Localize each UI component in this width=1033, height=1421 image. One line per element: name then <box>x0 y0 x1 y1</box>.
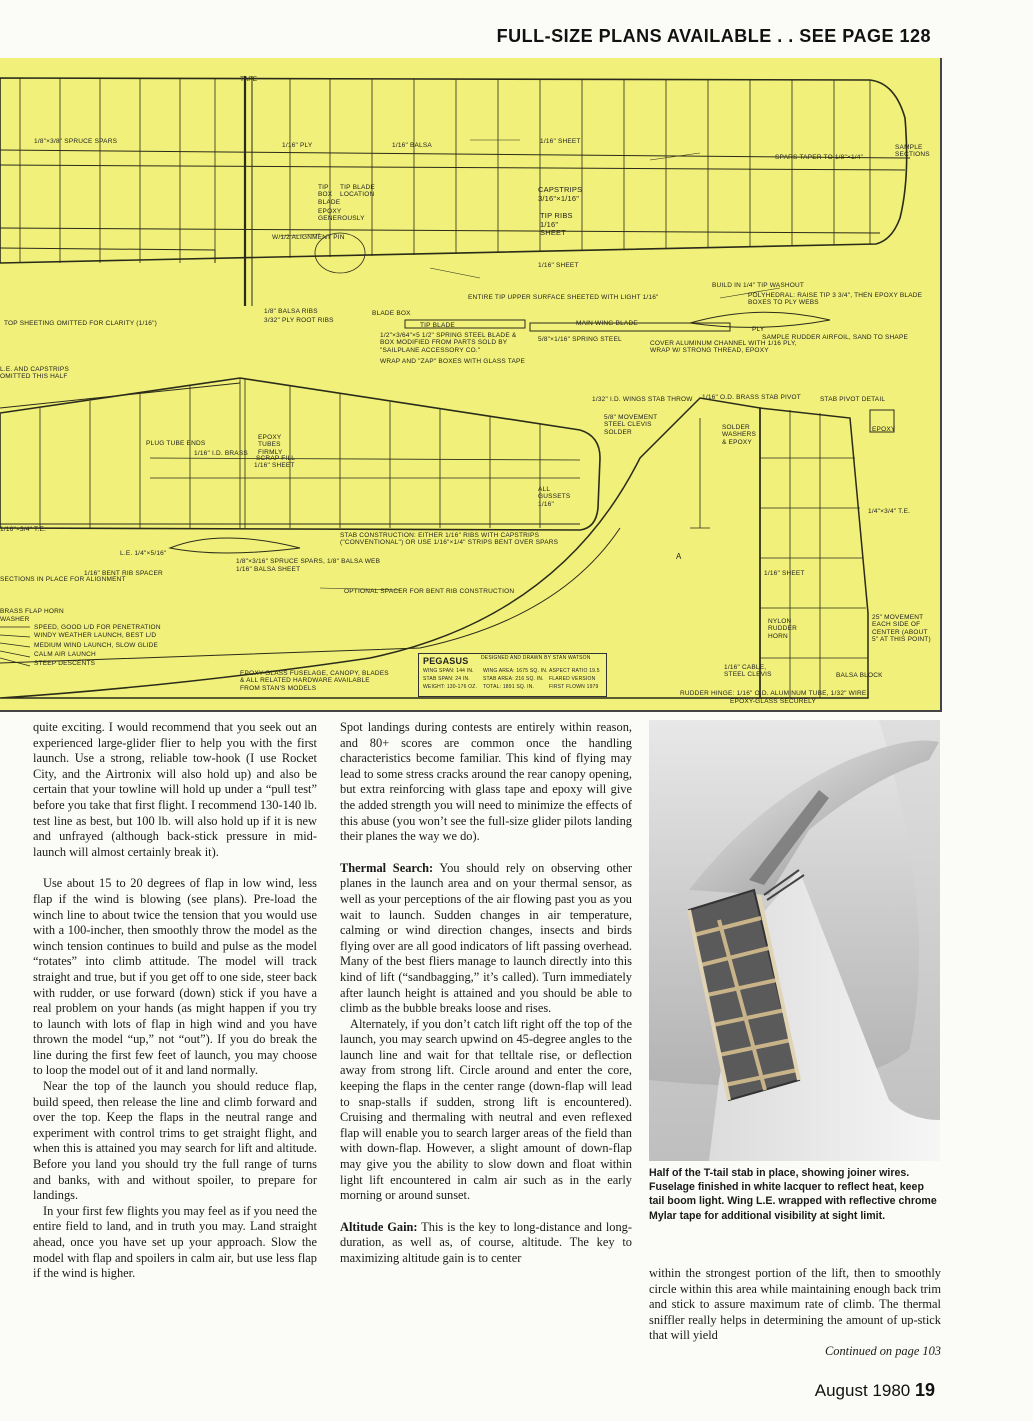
label-brass-flap-horn: BRASS FLAP HORN <box>0 608 64 615</box>
label-all-gussets: ALL GUSSETS 1/16" <box>538 486 571 508</box>
label-cover-aluminum: COVER ALUMINUM CHANNEL WITH 1/16 PLY, WRAP W/ STRONG THREAD, EPOXY <box>650 340 797 355</box>
label-balsa-sheet: 1/16" BALSA SHEET <box>236 566 301 573</box>
title-block-flared: FLARED VERSION <box>549 676 596 682</box>
label-spruce-spars-2: 1/8"×3/16" SPRUCE SPARS, 1/8" BALSA WEB <box>236 558 381 565</box>
col2-paragraph-4-text: This is the key to long-distance and long-duration, as well as, of course, altitude. The key to maximizing altitude gain is to center <box>340 1219 632 1265</box>
article-column-2 <box>340 720 632 1267</box>
label-epoxy-glass-securely: EPOXY-GLASS SECURELY <box>730 698 817 705</box>
label-flap-medium: MEDIUM WIND LAUNCH, SLOW GLIDE <box>34 642 159 649</box>
label-le-capstrips: L.E. AND CAPSTRIPS OMITTED THIS HALF <box>0 366 69 381</box>
label-alignment-pin: W/1/2 ALIGNMENT PIN <box>272 234 345 241</box>
label-sheet-fin: 1/16" SHEET <box>764 570 805 577</box>
label-ply: 1/16" PLY <box>282 142 313 149</box>
label-wings-stab: 1/32" I.D. WINGS STAB THROW <box>592 396 693 403</box>
label-le: L.E. 1/4"×5/16" <box>120 550 167 557</box>
label-sample-sections: SAMPLE SECTIONS <box>895 144 930 159</box>
label-tip-ribs: TIP RIBS 1/16" SHEET <box>540 211 573 238</box>
label-wrap-zap: WRAP AND "ZAP" BOXES WITH GLASS TAPE <box>380 358 526 365</box>
title-block-wing-area: WING AREA: 1675 SQ. IN. <box>483 668 548 674</box>
title-block-weight: WEIGHT: 130-176 OZ. <box>423 684 478 690</box>
label-spruce-spars: 1/8"×3/8" SPRUCE SPARS <box>34 138 118 145</box>
label-optional-spacer: OPTIONAL SPACER FOR BENT RIB CONSTRUCTION <box>344 588 515 595</box>
label-flap-speed: SPEED, GOOD L/D FOR PENETRATION <box>34 624 161 631</box>
plans-available-header: FULL-SIZE PLANS AVAILABLE . . SEE PAGE 128 <box>496 26 931 46</box>
label-scrap-fill: SCRAP FILL <box>256 455 296 462</box>
col2-paragraph-2 <box>340 861 632 1017</box>
label-nylon-horn: NYLON RUDDER HORN <box>768 618 798 640</box>
label-cable: 1/16" CABLE, STEEL CLEVIS <box>724 664 772 679</box>
label-epoxy: EPOXY <box>872 426 896 433</box>
label-te-14: 1/4"×3/4" T.E. <box>868 508 911 515</box>
label-sheet-a: 1/16" SHEET <box>540 138 581 145</box>
label-blade-box: BLADE BOX <box>372 310 411 317</box>
label-spring-steel: 1/2"×3/64"×5 1/2" SPRING STEEL BLADE & BOX MODIFIED FROM PARTS SOLD BY "SAILPLANE ACCESSORY CO." <box>380 332 517 354</box>
title-block-first-flown: FIRST FLOWN 1979 <box>549 684 599 690</box>
label-washer: WASHER <box>0 616 30 623</box>
label-entire-tip: ENTIRE TIP UPPER SURFACE SHEETED WITH LIGHT 1/16" <box>468 294 659 301</box>
label-ply-small: PLY <box>752 326 765 333</box>
article-column-3 <box>649 1266 941 1360</box>
label-sheet-b: 1/16" SHEET <box>538 262 579 269</box>
col1-paragraph-1: quite exciting. I would recommend that you seek out an experienced large-glider flier to help you with the first launch. Use a strong, reliable tow-hook (I use Rocket City, and the Airtronix will also hold up) and also be certain that your towline will hold up under a “pull test” before you take that first flight. I recommend 130-140 lb. test line as best, but 100 lb. will also hold up if it is new and unfrayed (although back-stick pressure in mid-launch will almost certainly break it). <box>33 720 317 859</box>
title-block-stab-span: STAB SPAN: 24 IN. <box>423 676 470 682</box>
title-block-total: TOTAL: 1891 SQ. IN. <box>483 684 535 690</box>
altitude-gain-heading: Altitude Gain: <box>340 1219 418 1234</box>
label-sample-rudder: SAMPLE RUDDER AIRFOIL, SAND TO SHAPE <box>762 334 909 341</box>
label-brass: 1/16" I.D. BRASS <box>194 450 248 457</box>
page-footer <box>815 1380 935 1401</box>
label-epoxy-glass: EPOXY-GLASS FUSELAGE, CANOPY, BLADES & ALL RELATED HARDWARE AVAILABLE FROM STAN'S MODELS <box>240 670 389 692</box>
label-build-washout: BUILD IN 1/4" TIP WASHOUT <box>712 282 805 289</box>
label-sheet-small: 1/16" SHEET <box>254 462 295 469</box>
label-tip-blade-2: TIP BLADE <box>420 322 455 329</box>
issue-date: August 1980 <box>814 1381 911 1400</box>
col3-paragraph-1: within the strongest portion of the lift, then to smoothly circle within this area while maintaining enough back trim and stick to assure maximum rate of climb. The thermal sniffler really helps in determining the amount of up-stick that will yield <box>649 1266 941 1343</box>
label-balsa: 1/16" BALSA <box>392 142 432 149</box>
label-capstrips: CAPSTRIPS 3/16"×1/16" <box>538 185 583 203</box>
title-block-designer: DESIGNED AND DRAWN BY STAN WATSON <box>481 655 591 661</box>
label-bent-rib: 1/16" BENT RIB SPACER <box>84 570 163 577</box>
label-balsa-ribs: 1/8" BALSA RIBS <box>264 308 318 315</box>
thermal-search-heading: Thermal Search: <box>340 860 434 875</box>
label-tape: TAPE <box>240 76 258 83</box>
col1-paragraph-2: Use about 15 to 20 degrees of flap in low wind, less flap if the wind is blowing (see plans). Pre-load the winch line to about twice the tension that you would use with a 100-incher, then smoothly throw the model as the winch tension continues to build and pulse as the model “rotates” into climb attitude. The model will track straight and true, but if you get off to one side, steer back with rudder, or use forward (down) stick if you have a real problem on your hands (as might happen if you try to launch with lots of flap in high wind and you have thrown the model “up,” not “out”). If you do break the line during the first few feet of launch, you may choose to loop the model out of it and land normally. <box>33 876 317 1078</box>
col2-paragraph-3: Alternately, if you don’t catch lift right off the top of the launch, you may search upwind on 45-degree angles to the launch line and wait for that telltale rise, or deflection away from strong lift. Circle around and enter the core, keeping the flaps in the center range (down-flap will lead to snap-stalls if sudden, strong lift is encountered). Cruising and thermaling with neutral and even reflexed flap will enable you to search larger areas of the field than with down-flap. However, a slight amount of down-flap may give you the ability to slow down and float within light lift encountered in calm air such as in the early morning or around sunset. <box>340 1016 632 1203</box>
label-spring-steel-2: 5/8"×1/16" SPRING STEEL <box>538 336 622 343</box>
label-flap-steep: STEEP DESCENTS <box>34 660 96 667</box>
photo-illustration <box>649 720 940 1161</box>
label-flap-calm: CALM AIR LAUNCH <box>34 651 96 658</box>
label-epoxy-generously: EPOXY GENEROUSLY <box>318 208 365 223</box>
title-block-name: PEGASUS <box>423 656 469 666</box>
plan-drawing <box>0 58 942 712</box>
label-spars-taper: SPARS TAPER TO 1/8"×1/4" <box>775 154 864 161</box>
label-balsa-block: BALSA BLOCK <box>836 672 883 679</box>
label-top-sheeting: TOP SHEETING OMITTED FOR CLARITY (1/16") <box>4 320 157 327</box>
title-block-stab-area: STAB AREA: 216 SQ. IN. <box>483 676 544 682</box>
label-tip-blade: TIP BLADE LOCATION <box>340 184 375 199</box>
article-column-1 <box>33 720 317 1282</box>
label-plug-tube: PLUG TUBE ENDS <box>146 440 206 447</box>
col2-paragraph-4 <box>340 1220 632 1267</box>
label-ply-root-ribs: 3/32" PLY ROOT RIBS <box>264 317 334 324</box>
col1-paragraph-3: Near the top of the launch you should reduce flap, build speed, then release the line and climb forward and over the top. Keep the flaps in the neutral range and experiment with control trims to get straight flight, and when this is attained you may search for lift and altitude. Before you land you should try the full range of turns and banks, with and without spoiler, to prepare for landings. <box>33 1079 317 1203</box>
col2-paragraph-1: Spot landings during contests are entirely within reason, and 80+ scores are common once the handling characteristics become familiar. This kind of flying may lead to some stress cracks around the rear canopy opening, but extra reinforcing with glass tape and epoxy will give the added strength you will need to minimize the effects of this abuse (you won’t see the full-size glider pilots landing their planes the way we do). <box>340 720 632 844</box>
label-movement: 5/8" MOVEMENT STEEL CLEVIS SOLDER <box>604 414 658 436</box>
col1-paragraph-4: In your first few flights you may feel as if you need the entire field to land, and in truth you may. Land straight ahead, once you have set up your approach. Slow the model with flap and spoilers in calm air, but use less flap if the wind is higher. <box>33 1203 317 1281</box>
t-tail-stab-photo <box>649 720 940 1161</box>
title-block-aspect: ASPECT RATIO 19.5 <box>549 668 600 674</box>
label-tip-box: TIP BOX BLADE <box>318 184 341 206</box>
col2-paragraph-2-text: You should rely on observing other planes in the launch area and on your thermal sensor, as well as your perceptions of the air flowing past you as you wait to launch. Sudden changes in air temperature, calming or wind direction changes, insects and birds flying over are all good indicators of lift passing overhead. Many of the best fliers manage to launch directly into this kind of lift (“sandbagging,” it’s called). Turn immediately after launch height is attained and you should be able to climb as the bubble breaks loose and rises. <box>340 860 632 1016</box>
label-stab-construction: STAB CONSTRUCTION: EITHER 1/16" RIBS WITH CAPSTRIPS ("CONVENTIONAL") OR USE 1/16"×1/4" STRIPS BENT OVER SPARS <box>340 532 559 547</box>
label-polyhedral: POLYHEDRAL: RAISE TIP 3 3/4", THEN EPOXY BLADE BOXES TO PLY WEBS <box>748 292 923 307</box>
title-block-wing-span: WING SPAN: 144 IN. <box>423 668 474 674</box>
label-alignment: SECTIONS IN PLACE FOR ALIGNMENT <box>0 576 126 583</box>
label-te-16: 1/16"×3/4" T.E. <box>0 526 46 533</box>
photo-caption: Half of the T-tail stab in place, showing joiner wires. Fuselage finished in white lacquer to reflect heat, keep tail boom light. Wing L.E. wrapped with reflective chrome Mylar tape for additional visibility at sight limit. <box>649 1167 937 1222</box>
label-section-a: A <box>676 552 682 561</box>
label-rudder-hinge: RUDDER HINGE: 1/16" O.D. ALUMINUM TUBE, 1/32" WIRE <box>680 690 867 697</box>
label-main-wing-blade: MAIN WING BLADE <box>576 320 638 327</box>
page-number: 19 <box>914 1380 935 1400</box>
title-block <box>418 653 607 697</box>
label-movement-2: 25" MOVEMENT EACH SIDE OF CENTER (ABOUT 5" AT THIS POINT) <box>872 614 931 644</box>
label-flap-windy: WINDY WEATHER LAUNCH, BEST L/D <box>34 632 157 639</box>
label-epoxy-tubes: EPOXY TUBES FIRMLY <box>258 434 283 456</box>
label-brass-stab-pivot: 1/16" O.D. BRASS STAB PIVOT <box>702 394 801 401</box>
continued-note: Continued on page 103 <box>825 1343 941 1358</box>
label-solder-washers: SOLDER WASHERS & EPOXY <box>722 424 757 446</box>
label-stab-pivot-detail: STAB PIVOT DETAIL <box>820 396 886 403</box>
